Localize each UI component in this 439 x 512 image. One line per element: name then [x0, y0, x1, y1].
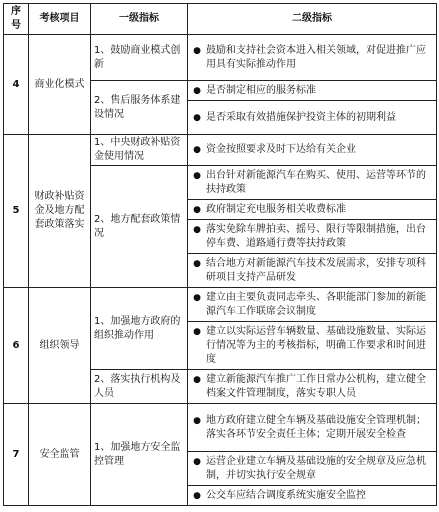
section-no: 7	[4, 404, 29, 506]
level2-text: 结合地方对新能源汽车技术发展需求，安排专项科研项目支持产品研发	[206, 257, 426, 283]
level2-cell	[188, 254, 437, 288]
level2-cell	[188, 35, 437, 81]
table-row	[4, 135, 437, 166]
level2-text: 建立以实际运营车辆数量、基础设施数量、实际运行情况等为主的考核指标，明确工作要求和时间进度	[206, 325, 426, 365]
bullet-icon: ●	[193, 224, 201, 235]
level2-cell	[188, 166, 437, 200]
level2-text: 落实免除车牌拍卖、摇号、限行等限制措施，出台停车费、道路通行费等扶持政策	[206, 223, 426, 249]
header-level2: 二级指标	[188, 4, 437, 35]
table-row	[4, 35, 437, 81]
level2-text: 鼓励和支持社会资本进入相关领域，对促进推广应用具有实际推动作用	[206, 44, 426, 70]
section-item: 商业化模式	[29, 35, 91, 135]
level2-cell	[188, 135, 437, 166]
level2-text: 资金按照要求及时下达给有关企业	[206, 144, 356, 155]
bullet-icon: ●	[193, 374, 201, 385]
bullet-icon: ●	[193, 45, 201, 56]
bullet-icon: ●	[193, 326, 201, 337]
header-item: 考核项目	[29, 4, 91, 35]
level2-cell	[188, 370, 437, 404]
section-item: 财政补贴资金及地方配套政策落实	[29, 135, 91, 288]
table-row	[4, 404, 437, 452]
level2-text: 是否制定相应的服务标准	[206, 84, 316, 96]
level2-text: 建立由主要负责同志牵头、各职能部门参加的新能源汽车工作联席会议制度	[206, 291, 426, 317]
section-item: 安全监管	[29, 404, 91, 506]
bullet-icon: ●	[193, 292, 201, 303]
level2-cell	[188, 322, 437, 370]
bullet-icon: ●	[193, 490, 201, 501]
level2-cell	[188, 404, 437, 452]
level1-label: 2、落实执行机构及人员	[91, 370, 188, 404]
bullet-icon: ●	[193, 170, 201, 181]
level2-text: 公交车应结合调度系统实施安全监控	[206, 489, 366, 501]
level2-cell	[188, 452, 437, 486]
bullet-icon: ●	[193, 415, 201, 426]
level2-cell	[188, 288, 437, 322]
level2-cell	[188, 81, 437, 101]
level2-text: 出台针对新能源汽车在购买、使用、运营等环节的扶持政策	[206, 169, 426, 195]
level1-label: 1、加强地方政府的组织推动作用	[91, 288, 188, 370]
level1-label: 1、中央财政补贴资金使用情况	[91, 135, 188, 166]
table-row	[4, 288, 437, 322]
header-row	[4, 4, 437, 35]
level2-text: 政府制定充电服务相关收费标准	[206, 203, 346, 215]
section-no: 4	[4, 35, 29, 135]
bullet-icon: ●	[193, 258, 201, 269]
section-no: 6	[4, 288, 29, 404]
level1-label: 1、加强地方安全监控管理	[91, 404, 188, 506]
level1-label: 1、鼓励商业模式创新	[91, 35, 188, 81]
header-level1: 一级指标	[91, 4, 188, 35]
level2-text: 运营企业建立车辆及基础设施的安全规章及应急机制，并切实执行安全规章	[206, 455, 426, 481]
level1-label: 2、售后服务体系建设情况	[91, 81, 188, 135]
level2-cell	[188, 101, 437, 135]
bullet-icon: ●	[193, 456, 201, 467]
bullet-icon: ●	[193, 112, 201, 123]
header-no: 序号	[4, 4, 29, 35]
level2-cell	[188, 200, 437, 220]
assessment-table	[3, 3, 437, 506]
bullet-icon: ●	[193, 204, 201, 215]
level2-text: 地方政府建立健全车辆及基础设施安全管理机制；落实各环节安全责任主体；定期开展安全检查	[206, 414, 426, 440]
section-item: 组织领导	[29, 288, 91, 404]
section-no: 5	[4, 135, 29, 288]
level2-text: 是否采取有效措施保护投资主体的初期利益	[206, 111, 396, 123]
level2-cell	[188, 220, 437, 254]
level2-text: 建立新能源汽车推广工作日常办公机构，建立健全档案文件管理制度，落实专职人员	[206, 373, 426, 399]
level1-label: 2、地方配套政策情况	[91, 166, 188, 288]
level2-cell	[188, 486, 437, 506]
bullet-icon: ●	[193, 145, 201, 155]
bullet-icon: ●	[193, 85, 201, 96]
